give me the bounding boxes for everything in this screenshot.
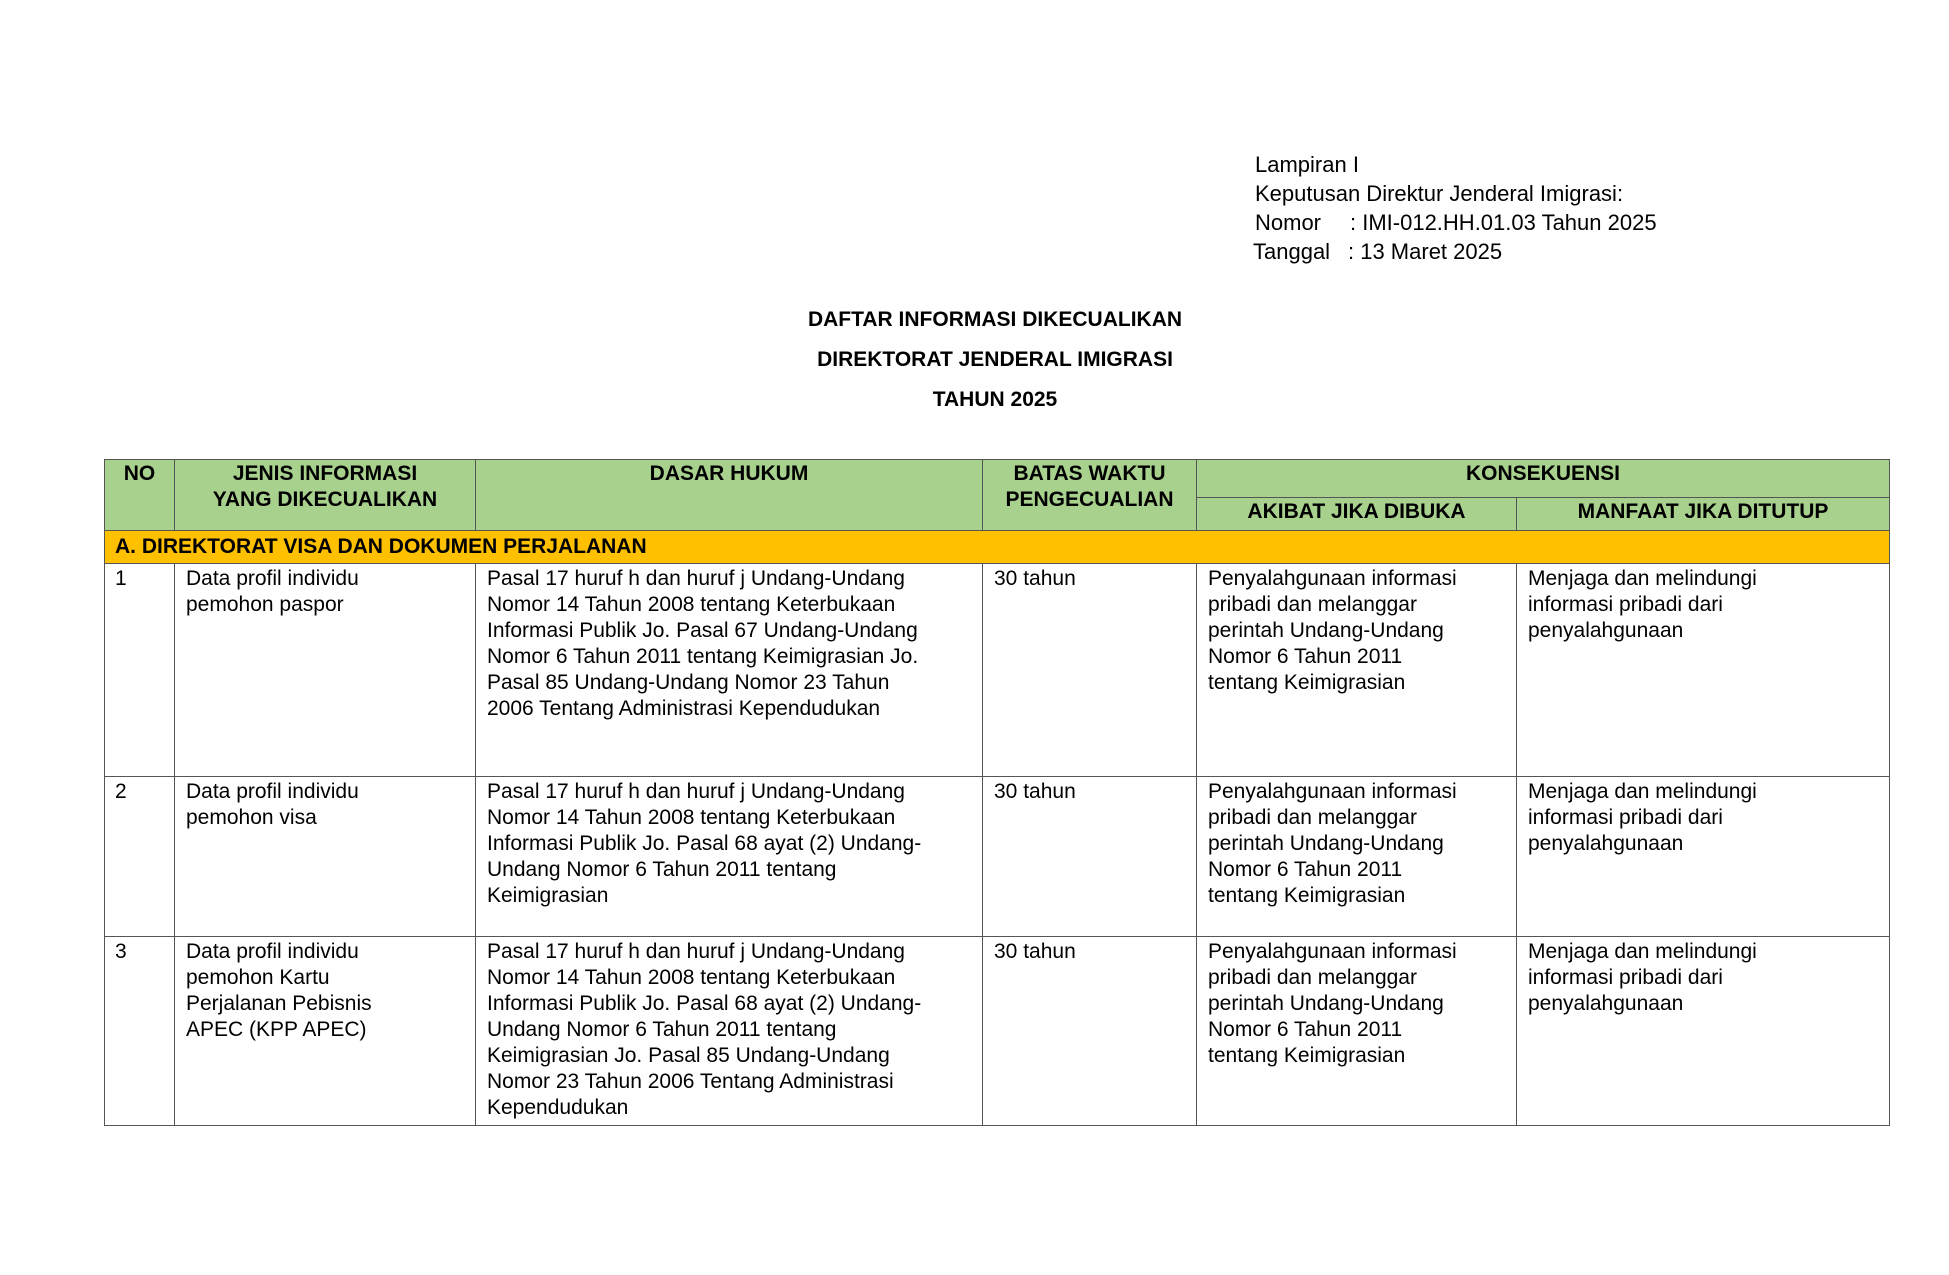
row-manfaat: Menjaga dan melindungi informasi pribadi dari penyalahgunaan <box>1517 564 1890 777</box>
row-jenis: Data profil individu pemohon Kartu Perjalanan Pebisnis APEC (KPP APEC) <box>175 937 476 1126</box>
title-line-2: DIREKTORAT JENDERAL IMIGRASI <box>817 348 1173 371</box>
table-row <box>105 564 1890 777</box>
header-batas-waktu: BATAS WAKTU PENGECUALIAN <box>983 460 1197 531</box>
section-label: A. DIREKTORAT VISA DAN DOKUMEN PERJALANAN <box>105 531 1890 564</box>
row-manfaat: Menjaga dan melindungi informasi pribadi dari penyalahgunaan <box>1517 937 1890 1126</box>
attachment-line-2: Keputusan Direktur Jenderal Imigrasi: <box>1255 181 1624 206</box>
header-konsekuensi: KONSEKUENSI <box>1197 460 1890 498</box>
row-akibat: Penyalahgunaan informasi pribadi dan melanggar perintah Undang-Undang Nomor 6 Tahun 2011 tentang Keimigrasian <box>1197 564 1517 777</box>
attachment-line-1: Lampiran I <box>1255 152 1359 177</box>
row-jenis: Data profil individu pemohon paspor <box>175 564 476 777</box>
table-row <box>105 937 1890 1126</box>
row-batas: 30 tahun <box>983 564 1197 777</box>
tanggal-label: Tanggal <box>1253 239 1331 264</box>
nomor-label: Nomor <box>1255 210 1322 235</box>
row-no: 3 <box>105 937 175 1126</box>
title-line-3: TAHUN 2025 <box>932 388 1058 411</box>
header-akibat-jika-dibuka: AKIBAT JIKA DIBUKA <box>1197 498 1517 531</box>
header-manfaat-jika-ditutup: MANFAAT JIKA DITUTUP <box>1517 498 1890 531</box>
exempt-information-table <box>104 459 1890 1126</box>
document-title <box>0 305 1949 425</box>
row-dasar: Pasal 17 huruf h dan huruf j Undang-Undang Nomor 14 Tahun 2008 tentang Keterbukaan Informasi Publik Jo. Pasal 68 ayat (2) Undang- Undang Nomor 6 Tahun 2011 tentang Keimigrasian Jo. Pasal 85 Undang-Undang Nomor 23 Tahun 2006 Tentang Administrasi Kependudukan <box>476 937 983 1126</box>
tanggal-value: : 13 Maret 2025 <box>1348 239 1503 264</box>
row-no: 2 <box>105 777 175 937</box>
row-no: 1 <box>105 564 175 777</box>
row-dasar: Pasal 17 huruf h dan huruf j Undang-Undang Nomor 14 Tahun 2008 tentang Keterbukaan Informasi Publik Jo. Pasal 67 Undang-Undang Nomor 6 Tahun 2011 tentang Keimigrasian Jo. Pasal 85 Undang-Undang Nomor 23 Tahun 2006 Tentang Administrasi Kependudukan <box>476 564 983 777</box>
table-row <box>105 777 1890 937</box>
row-manfaat: Menjaga dan melindungi informasi pribadi dari penyalahgunaan <box>1517 777 1890 937</box>
header-dasar-hukum: DASAR HUKUM <box>476 460 983 531</box>
attachment-tanggal <box>1255 237 1657 266</box>
title-line-1: DAFTAR INFORMASI DIKECUALIKAN <box>807 308 1183 331</box>
nomor-value: : IMI-012.HH.01.03 Tahun 2025 <box>1350 210 1657 235</box>
row-akibat: Penyalahgunaan informasi pribadi dan melanggar perintah Undang-Undang Nomor 6 Tahun 2011 tentang Keimigrasian <box>1197 777 1517 937</box>
attachment-block <box>1255 150 1657 266</box>
section-row <box>105 531 1890 564</box>
header-no: NO <box>105 460 175 531</box>
header-jenis-informasi: JENIS INFORMASI YANG DIKECUALIKAN <box>175 460 476 531</box>
attachment-nomor <box>1255 208 1657 237</box>
row-batas: 30 tahun <box>983 937 1197 1126</box>
row-akibat: Penyalahgunaan informasi pribadi dan melanggar perintah Undang-Undang Nomor 6 Tahun 2011 tentang Keimigrasian <box>1197 937 1517 1126</box>
row-dasar: Pasal 17 huruf h dan huruf j Undang-Undang Nomor 14 Tahun 2008 tentang Keterbukaan Informasi Publik Jo. Pasal 68 ayat (2) Undang- Undang Nomor 6 Tahun 2011 tentang Keimigrasian <box>476 777 983 937</box>
row-batas: 30 tahun <box>983 777 1197 937</box>
row-jenis: Data profil individu pemohon visa <box>175 777 476 937</box>
